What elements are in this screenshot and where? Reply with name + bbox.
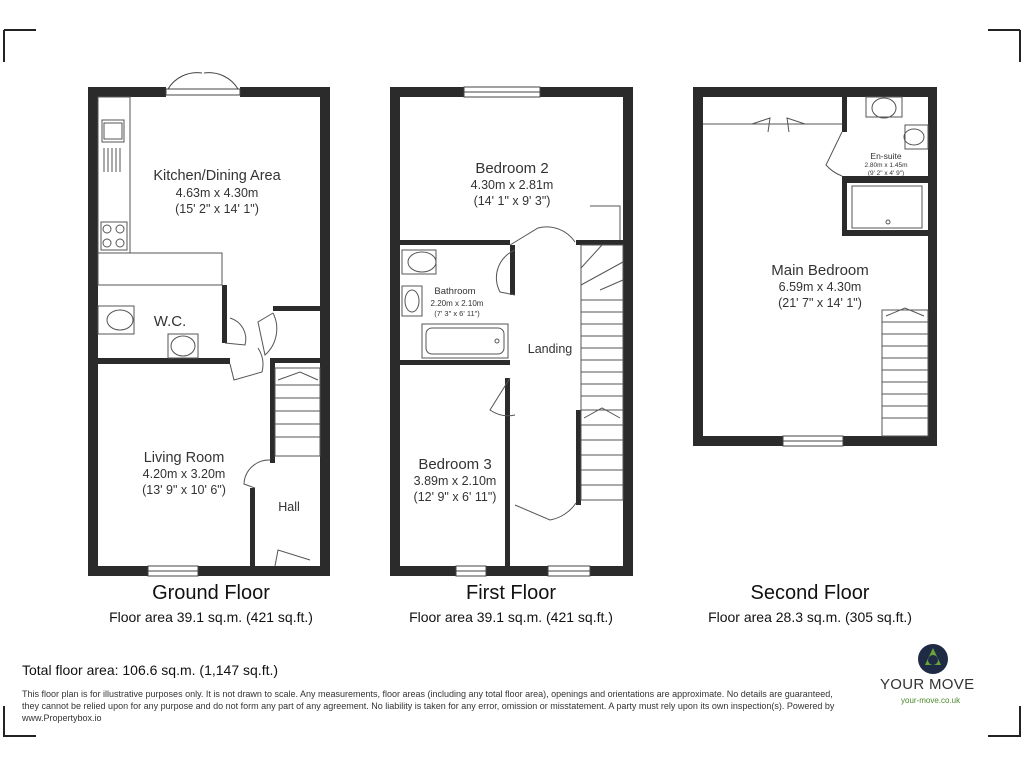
main-bedroom-name: Main Bedroom	[771, 262, 869, 279]
living-metric: 4.20m x 3.20m	[142, 467, 226, 481]
hall-name: Hall	[278, 500, 300, 514]
bathroom-name: Bathroom	[434, 286, 476, 297]
total-floor-area: Total floor area: 106.6 sq.m. (1,147 sq.ft.)	[22, 662, 279, 678]
ensuite-name: En-suite	[870, 151, 902, 161]
ensuite-metric: 2.80m x 1.45m	[864, 162, 908, 169]
disclaimer-text: This floor plan is for illustrative purposes only. It is not drawn to scale. Any measurements, floor areas (including any total floor area), openings and orientations are approximate. No details are guaranteed, they cannot be relied upon for any purpose and do not form any part of any agreement. No liability is taken for any error, omission or misstatement. A party must rely upon its own inspection(s). Powered by www.Propertybox.io	[22, 689, 835, 723]
bathroom-imperial: (7' 3" x 6' 11")	[434, 309, 480, 318]
ground-floor-title: Ground Floor	[152, 582, 270, 604]
wc-name: W.C.	[153, 313, 187, 330]
kitchen-metric: 4.63m x 4.30m	[175, 186, 259, 200]
first-floor-title: First Floor	[466, 582, 556, 604]
brand-name: YOUR MOVE	[880, 676, 975, 693]
brand-url: your-move.co.uk	[901, 696, 961, 705]
kitchen-name: Kitchen/Dining Area	[153, 168, 281, 184]
landing-name: Landing	[527, 342, 573, 356]
your-move-logo-icon	[916, 643, 950, 675]
bedroom3-name: Bedroom 3	[418, 456, 492, 473]
bedroom2-imperial: (14' 1" x 9' 3")	[473, 194, 551, 208]
bedroom2-name: Bedroom 2	[475, 160, 549, 177]
living-imperial: (13' 9" x 10' 6")	[142, 483, 226, 497]
bathroom-metric: 2.20m x 2.10m	[430, 299, 484, 308]
ground-floor-area: Floor area 39.1 sq.m. (421 sq.ft.)	[109, 609, 313, 625]
main-bedroom-imperial: (21' 7" x 14' 1")	[778, 296, 862, 310]
ensuite-imperial: (9' 2" x 4' 9")	[867, 170, 905, 177]
bedroom2-metric: 4.30m x 2.81m	[470, 178, 554, 192]
second-floor-title: Second Floor	[750, 582, 870, 604]
living-name: Living Room	[143, 450, 225, 466]
second-floor-stairs	[882, 308, 928, 436]
first-floor-area: Floor area 39.1 sq.m. (421 sq.ft.)	[409, 609, 613, 625]
kitchen-imperial: (15' 2" x 14' 1")	[175, 202, 259, 216]
wardrobe	[703, 118, 842, 132]
main-bedroom-metric: 6.59m x 4.30m	[778, 280, 862, 294]
bedroom3-imperial: (12' 9" x 6' 11")	[413, 490, 497, 504]
second-floor-area: Floor area 28.3 sq.m. (305 sq.ft.)	[708, 609, 912, 625]
bedroom3-metric: 3.89m x 2.10m	[413, 474, 497, 488]
